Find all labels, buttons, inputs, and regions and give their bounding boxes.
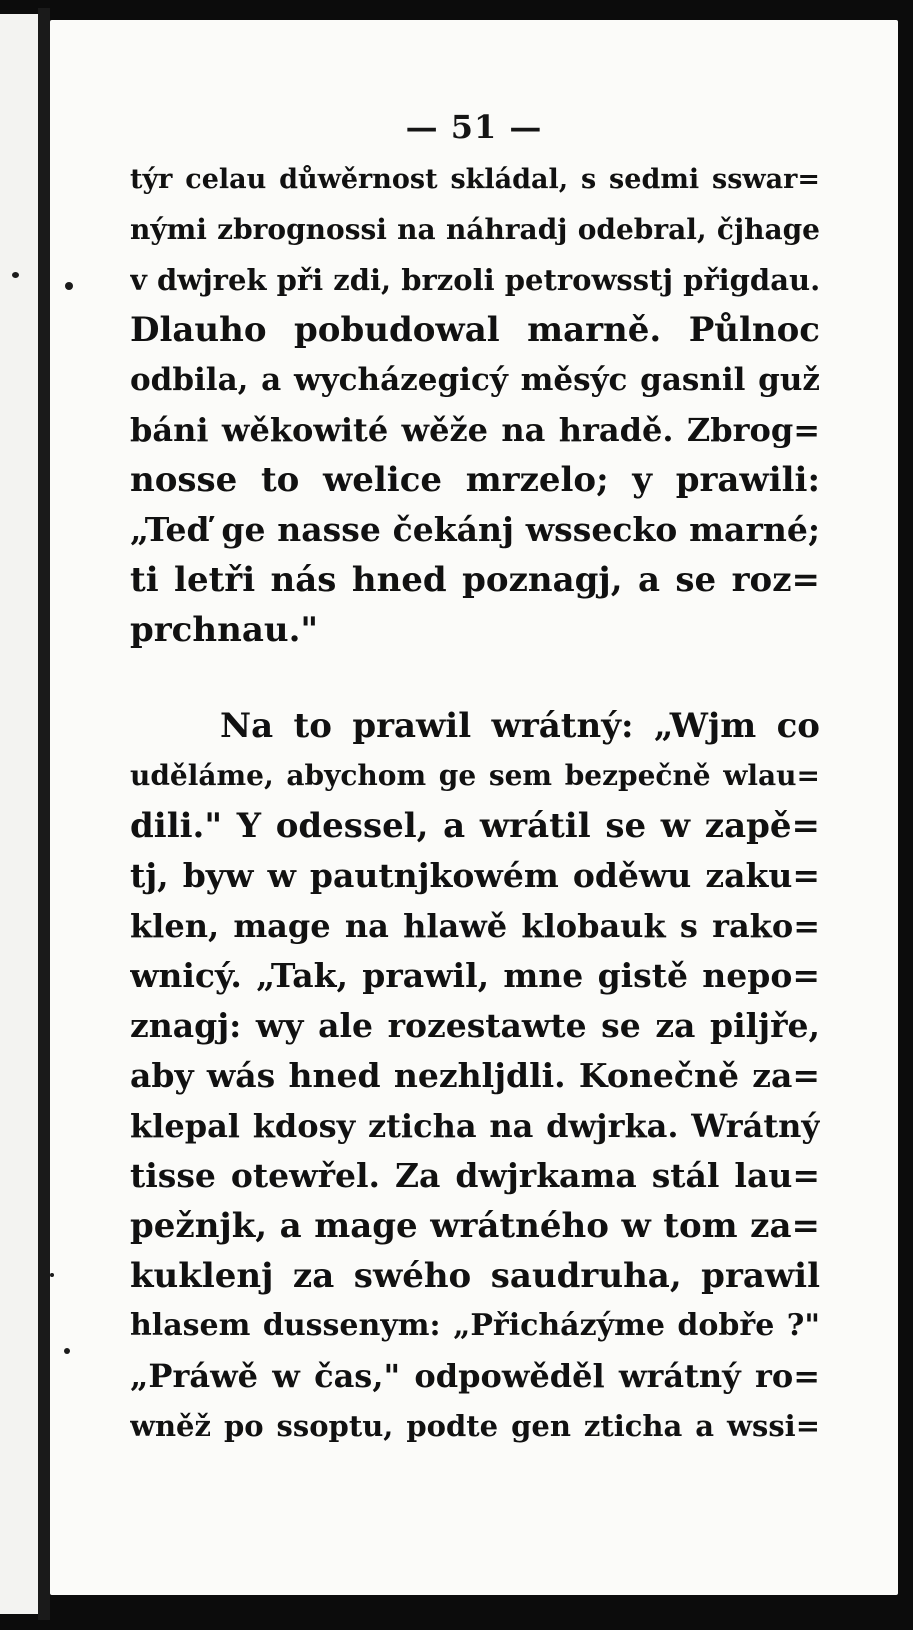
text-line: Dlauho pobudowal marně. Půlnoc bbox=[130, 310, 820, 350]
text-line: klen, mage na hlawě klobauk s rako= bbox=[130, 907, 820, 945]
text-line: nosse to welice mrzelo; y prawili: bbox=[130, 460, 820, 500]
text-line: nými zbrognossi na náhradj odebral, čjhage bbox=[130, 213, 820, 246]
text-line: týr celau důwěrnost skládal, s sedmi sswar= bbox=[130, 164, 820, 195]
book-gutter bbox=[38, 8, 50, 1620]
scan-speck bbox=[64, 1348, 70, 1354]
text-line: uděláme, abychom ge sem bezpečně wlau= bbox=[130, 759, 820, 792]
text-line: „Teď ge nasse čekánj wssecko marné; bbox=[130, 510, 820, 549]
text-line: klepal kdosy zticha na dwjrka. Wrátný bbox=[130, 1107, 820, 1145]
text-line: odbila, a wycházegicý měsýc gasnil guž bbox=[130, 362, 820, 398]
text-line: „Práwě w čas," odpowěděl wrátný ro= bbox=[130, 1357, 820, 1395]
scan-speck bbox=[12, 272, 19, 278]
scan-speck bbox=[65, 282, 73, 290]
text-line: Na to prawil wrátný: „Wjm co bbox=[220, 706, 820, 746]
paragraph-gap bbox=[130, 655, 820, 701]
scan-speck bbox=[50, 1273, 54, 1277]
page-number: — 51 — bbox=[405, 108, 543, 146]
text-line: pežnjk, a mage wrátného w tom za= bbox=[130, 1206, 820, 1246]
text-line: v dwjrek při zdi, brzoli petrowsstj přigdau. bbox=[130, 263, 820, 297]
previous-page-edge bbox=[0, 14, 38, 1614]
page-text bbox=[130, 155, 820, 1451]
text-line: znagj: wy ale rozestawte se za piljře, bbox=[130, 1006, 820, 1045]
text-line: ti letři nás hned poznagj, a se roz= bbox=[130, 560, 820, 600]
paragraph-2 bbox=[130, 701, 820, 1451]
paragraph-1 bbox=[130, 155, 820, 655]
book-page bbox=[50, 20, 898, 1595]
text-line: wněž po ssoptu, podte gen zticha a wssi= bbox=[130, 1409, 820, 1443]
text-line: hlasem dussenym: „Přicházýme dobře ?" bbox=[130, 1308, 820, 1343]
text-line: tj, byw w pautnjkowém oděwu zaku= bbox=[130, 856, 820, 895]
text-line: kuklenj za swého saudruha, prawil bbox=[130, 1256, 820, 1296]
text-line: báni wěkowité wěže na hradě. Zbrog= bbox=[130, 411, 820, 449]
text-line: dili." Y odessel, a wrátil se w zapě= bbox=[130, 806, 820, 846]
text-line: tisse otewřel. Za dwjrkama stál lau= bbox=[130, 1156, 820, 1195]
text-line: prchnau." bbox=[130, 610, 319, 650]
text-line: aby wás hned nezhljdli. Konečně za= bbox=[130, 1056, 820, 1095]
text-line: wnicý. „Tak, prawil, mne gistě nepo= bbox=[130, 956, 820, 995]
